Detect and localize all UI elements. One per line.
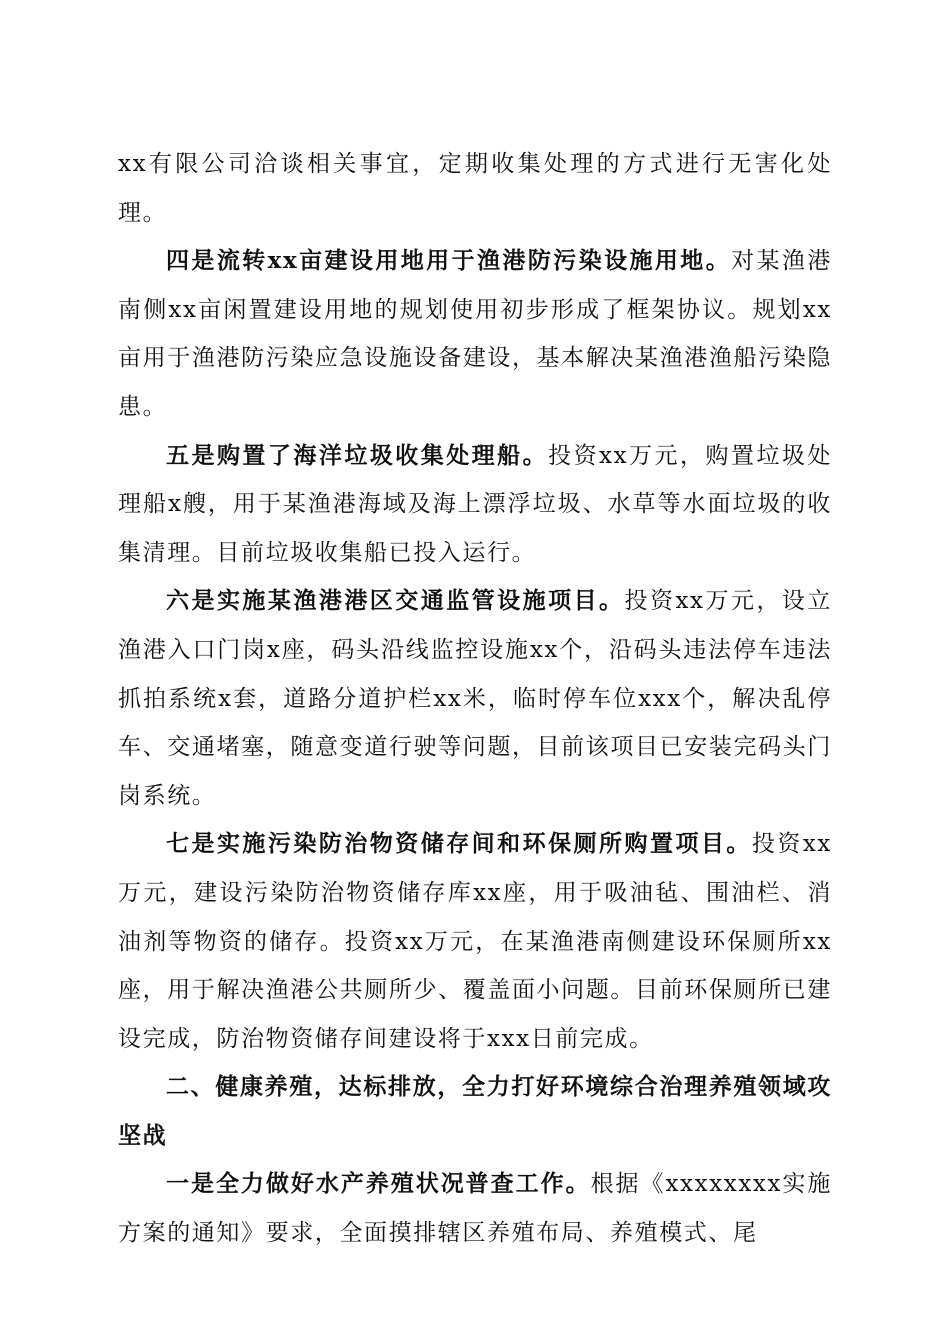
paragraph-lead: 七是实施污染防治物资储存间和环保厕所购置项目。 <box>166 830 752 858</box>
paragraph-body: 对某渔港南侧xx亩闲置建设用地的规划使用初步形成了框架协议。规划xx亩用于渔港防污染应急设施设备建设，基本解决某渔港渔船污染隐患。 <box>118 248 832 420</box>
paragraph-body: 投资xx万元，建设污染防治物资储存库xx座，用于吸油毡、围油栏、消油剂等物资的储存。投资xx万元，在某渔港南侧建设环保厕所xx座，用于解决渔港公共厕所少、覆盖面小问题。目前环保厕所已建设完成，防治物资储存间建设将于xxx日前完成。 <box>118 831 832 1052</box>
paragraph-body: 投资xx万元，设立渔港入口门岗x座，码头沿线监控设施xx个，沿码头违法停车违法抓拍系统x套，道路分道护栏xx米，临时停车位xxx个，解决乱停车、交通堵塞，随意变道行驶等问题，目前该项目已安装完码头门岗系统。 <box>118 588 832 809</box>
paragraph-item-seven <box>118 820 832 1063</box>
paragraph-body: 根据《xxxxxxxx实施方案的通知》要求，全面摸排辖区养殖布局、养殖模式、尾 <box>118 1171 833 1247</box>
paragraph-body: 投资xx万元，购置垃圾处理船x艘，用于某渔港海域及海上漂浮垃圾、水草等水面垃圾的收集清理。目前垃圾收集船已投入运行。 <box>118 442 832 566</box>
paragraph-continuation <box>118 140 832 237</box>
paragraph-lead: 一是全力做好水产养殖状况普查工作。 <box>166 1170 591 1198</box>
paragraph-lead: 四是流转xx亩建设用地用于渔港防污染设施用地。 <box>166 247 732 275</box>
paragraph-item-four <box>118 237 832 431</box>
document-body <box>118 140 832 1258</box>
paragraph-item-six <box>118 577 832 820</box>
paragraph-body: xx有限公司洽谈相关事宜，定期收集处理的方式进行无害化处理。 <box>118 151 832 226</box>
paragraph-item-five <box>118 432 832 578</box>
paragraph-lead: 六是实施某渔港港区交通监管设施项目。 <box>166 587 625 615</box>
section-heading: 二、健康养殖，达标排放，全力打好环境综合治理养殖领域攻坚战 <box>118 1074 832 1149</box>
paragraph-lead: 五是购置了海洋垃圾收集处理船。 <box>166 441 549 469</box>
paragraph-item-one <box>118 1160 832 1257</box>
